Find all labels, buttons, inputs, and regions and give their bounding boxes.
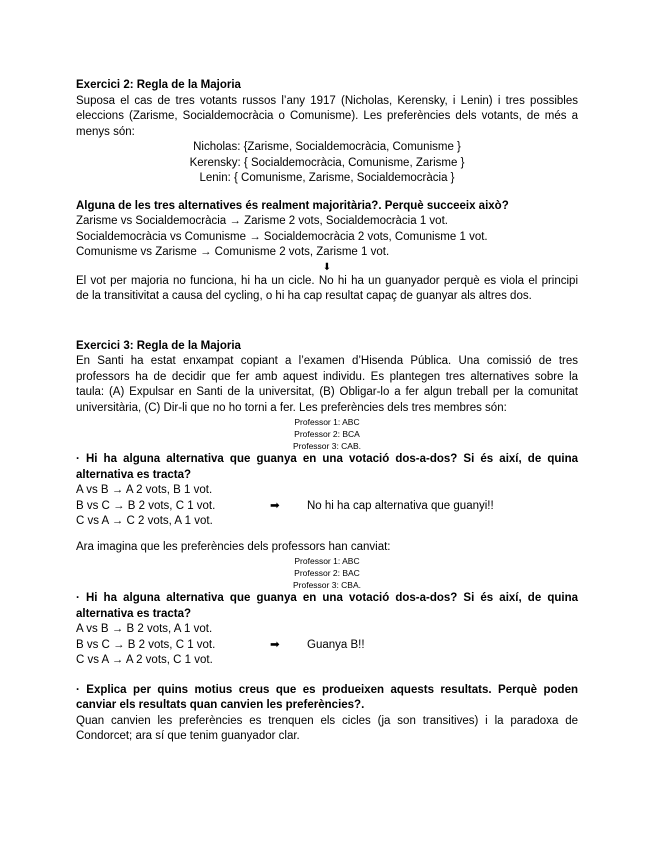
- ex3-result: A vs B → B 2 vots, A 1 vot.: [76, 623, 213, 635]
- ex2-result: Zarisme vs Socialdemocràcia → Zarisme 2 vots, Socialdemocràcia 1 vot.: [76, 215, 448, 227]
- ex3-intro-line: professors ha de decidir que fer amb aquest individu. Es plantegen tres alternatives sobre la: [76, 370, 578, 383]
- ex2-result: Comunisme vs Zarisme → Comunisme 2 vots, Zarisme 1 vot.: [76, 246, 390, 258]
- ex3-intro-line: En Santi ha estat enxampat copiant a l’examen d’Hisenda Pública. Una comissió de tres: [76, 355, 578, 367]
- ex3-question2: alternativa es tracta?: [76, 607, 192, 620]
- ex3-title: Exercici 3: Regla de la Majoria: [76, 339, 241, 352]
- ex3-question1: · Hi ha alguna alternativa que guanya en una votació dos-a-dos? Si és així, de quina: [76, 453, 578, 465]
- ex3-answer3: Condorcet; ara sí que tenim guanyador clar.: [76, 730, 300, 742]
- ex3-result-row: [76, 514, 578, 530]
- ex2-pref: Nicholas: {Zarisme, Socialdemocràcia, Comunisme }: [193, 141, 461, 153]
- ex2-title: Exercici 2: Regla de la Majoria: [76, 79, 241, 91]
- ex3-result: B vs C → B 2 vots, C 1 vot.: [76, 638, 216, 651]
- ex3-result: C vs A → A 2 vots, C 1 vot.: [76, 654, 213, 666]
- ex3-pref1: Professor 2: BCA: [294, 429, 360, 439]
- ex3-intro-line: universitària, (C) Dir-li que no ho torni a fer. Les preferències dels tres membres són:: [76, 401, 507, 414]
- ex3-pref1: Professor 1: ABC: [294, 417, 360, 427]
- ex3-answer2: Guanya B!!: [307, 638, 365, 651]
- ex3-pref2: Professor 2: BAC: [294, 568, 360, 578]
- ex3-pref1: Professor 3: CAB.: [292, 441, 362, 451]
- ex3-question2: · Hi ha alguna alternativa que guanya en una votació dos-a-dos? Si és així, de quina: [76, 592, 578, 604]
- right-arrow-icon: ➡: [270, 638, 280, 651]
- ex3-answer3: Quan canvien les preferències es trenquen els cicles (ja son transitives) i la paradoxa de: [76, 714, 578, 727]
- ex2-conclusion: El vot per majoria no funciona, hi ha un cicle. No hi ha un guanyador perquè es viola el principi: [76, 274, 578, 287]
- ex3-result: A vs B → A 2 vots, B 1 vot.: [76, 484, 213, 496]
- ex2-conclusion: de la transitivitat a causa del cycling, o hi ha cap resultat capaç de guanyar als altres dos.: [76, 290, 532, 302]
- ex3-intro-line: taula: (A) Expulsar en Santi de la universitat, (B) Obligar-lo a fer algun treball per la comunitat: [76, 386, 578, 398]
- ex3-result-row: [76, 653, 578, 669]
- ex3-question3: canviar els resultats quan canvien les preferències?.: [76, 699, 365, 711]
- ex3-result: B vs C → B 2 vots, C 1 vot.: [76, 499, 216, 512]
- ex3-question1: alternativa es tracta?: [76, 468, 192, 481]
- down-arrow-icon: ⬇: [322, 261, 332, 273]
- ex3-result-row: [76, 499, 578, 515]
- right-arrow-icon: ➡: [270, 499, 280, 512]
- ex2-result: Socialdemocràcia vs Comunisme → Socialdemocràcia 2 vots, Comunisme 1 vot.: [76, 230, 488, 243]
- ex2-question: Alguna de les tres alternatives és realment majoritària?. Perquè succeeix això?: [76, 199, 509, 212]
- ex2-intro-line: menys són:: [76, 125, 135, 138]
- ex3-result: C vs A → C 2 vots, A 1 vot.: [76, 515, 213, 527]
- document-page: [76, 78, 578, 745]
- ex3-result-row: [76, 483, 578, 499]
- ex3-result-row: [76, 638, 578, 654]
- ex2-pref: Kerensky: { Socialdemocràcia, Comunisme, Zarisme }: [189, 156, 465, 169]
- ex2-intro-line: eleccions (Zarisme, Socialdemocràcia o Comunisme). Les preferències dels votants, de més a: [76, 110, 578, 122]
- ex3-question3: · Explica per quins motius creus que es produeixen aquests resultats. Perquè poden: [76, 683, 578, 696]
- ex3-pref2: Professor 1: ABC: [294, 556, 360, 566]
- ex2-pref: Lenin: { Comunisme, Zarisme, Socialdemocràcia }: [199, 172, 455, 184]
- ex3-answer1: No hi ha cap alternativa que guanyi!!: [307, 499, 494, 512]
- ex2-intro-line: Suposa el cas de tres votants russos l’any 1917 (Nicholas, Kerensky, i Lenin) i tres possibles: [76, 94, 578, 107]
- ex3-result-row: [76, 622, 578, 638]
- ex3-pref2: Professor 3: CBA.: [292, 580, 362, 590]
- ex3-change-intro: Ara imagina que les preferències dels professors han canviat:: [76, 540, 391, 553]
